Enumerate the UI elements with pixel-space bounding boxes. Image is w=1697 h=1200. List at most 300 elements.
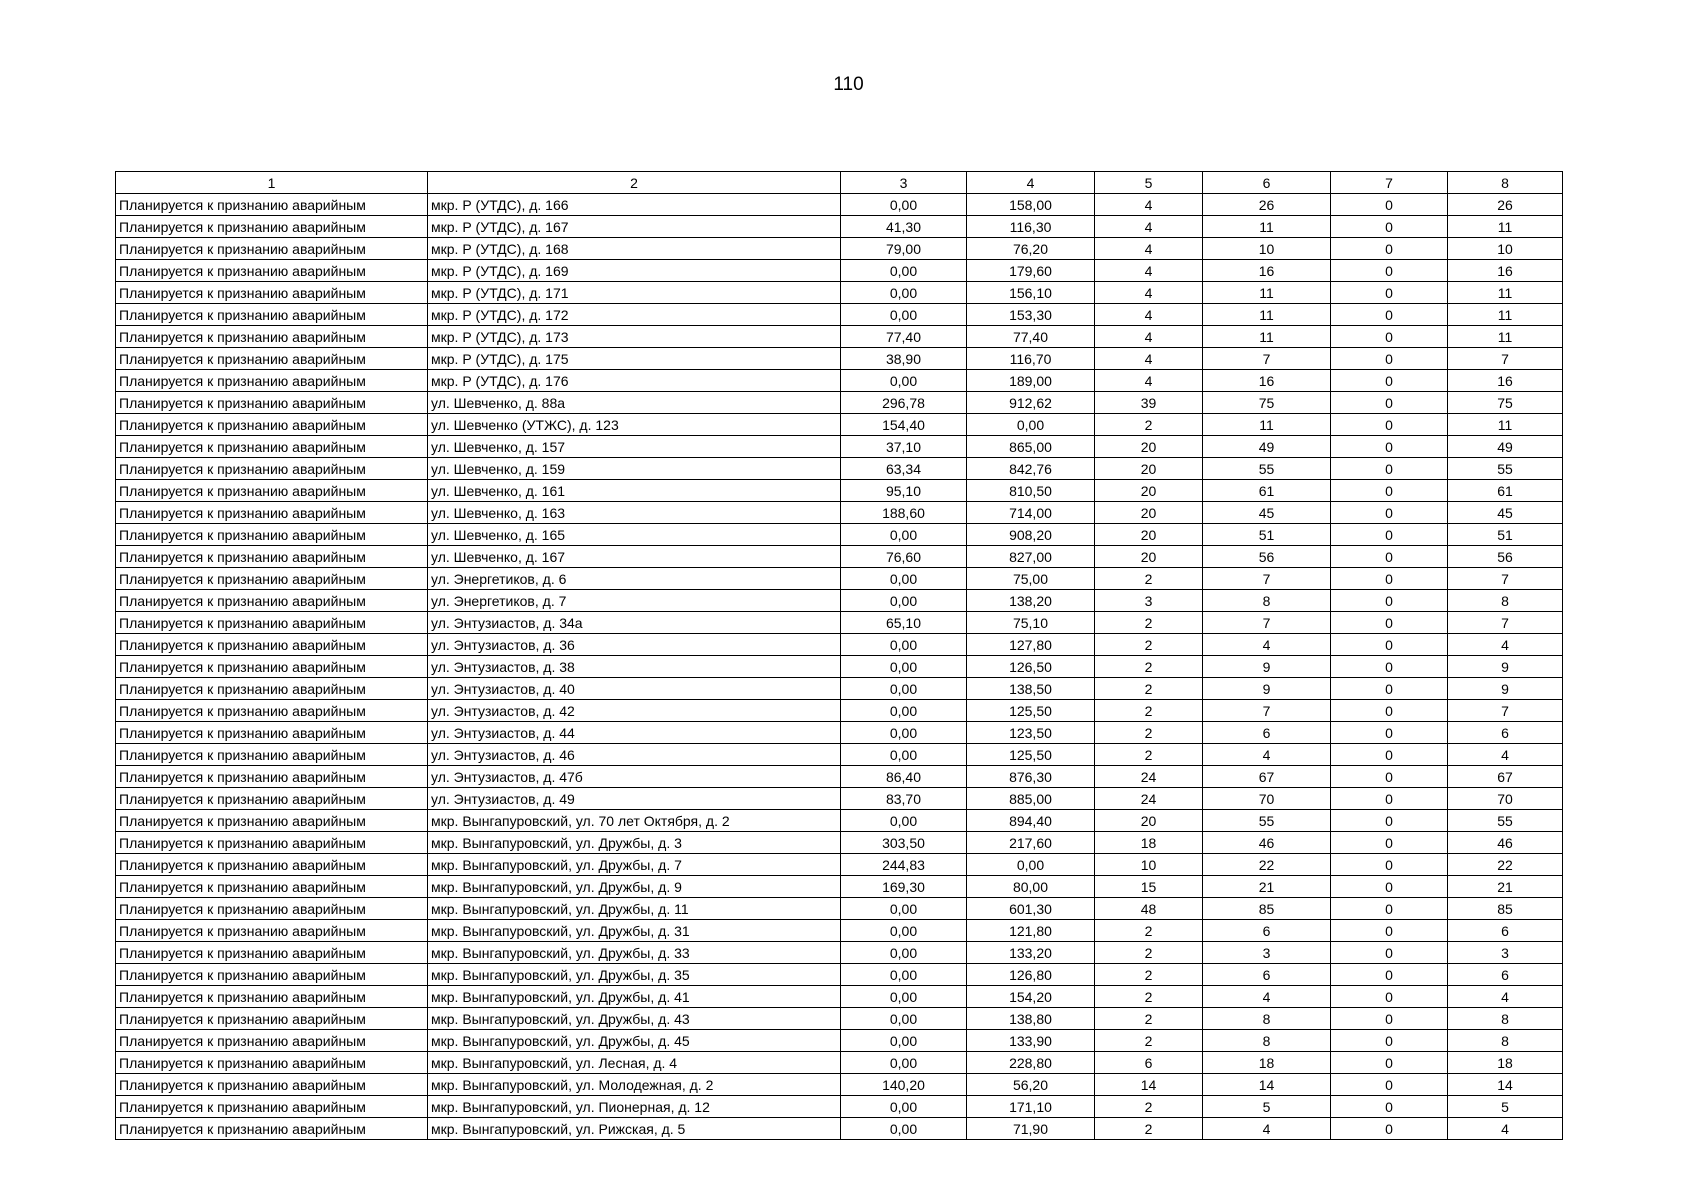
table-cell-col-7: 0 [1331, 238, 1448, 260]
table-cell-col-7: 0 [1331, 458, 1448, 480]
table-row [116, 656, 1563, 678]
table-cell-col-2: мкр. Р (УТДС), д. 171 [428, 282, 841, 304]
table-cell-col-1: Планируется к признанию аварийным [116, 986, 428, 1008]
column-header-7: 7 [1331, 172, 1448, 194]
header-row [116, 172, 1563, 194]
table-cell-col-6: 8 [1203, 1030, 1331, 1052]
table-cell-col-5: 2 [1095, 634, 1203, 656]
table-cell-col-4: 153,30 [967, 304, 1095, 326]
table-cell-col-5: 2 [1095, 700, 1203, 722]
table-cell-col-7: 0 [1331, 700, 1448, 722]
table-cell-col-1: Планируется к признанию аварийным [116, 1118, 428, 1140]
table-cell-col-6: 4 [1203, 1118, 1331, 1140]
table-cell-col-1: Планируется к признанию аварийным [116, 612, 428, 634]
column-header-2: 2 [428, 172, 841, 194]
table-cell-col-6: 4 [1203, 634, 1331, 656]
table-cell-col-4: 77,40 [967, 326, 1095, 348]
table-cell-col-2: мкр. Р (УТДС), д. 175 [428, 348, 841, 370]
table-cell-col-7: 0 [1331, 942, 1448, 964]
table-row [116, 1030, 1563, 1052]
table-cell-col-2: мкр. Вынгапуровский, ул. Дружбы, д. 9 [428, 876, 841, 898]
table-row [116, 436, 1563, 458]
table-cell-col-8: 8 [1448, 1008, 1563, 1030]
table-cell-col-1: Планируется к признанию аварийным [116, 942, 428, 964]
table-cell-col-8: 14 [1448, 1074, 1563, 1096]
table-cell-col-5: 14 [1095, 1074, 1203, 1096]
table-cell-col-3: 0,00 [841, 260, 967, 282]
table-cell-col-7: 0 [1331, 260, 1448, 282]
table-cell-col-3: 0,00 [841, 634, 967, 656]
table-cell-col-8: 7 [1448, 348, 1563, 370]
table-cell-col-4: 116,70 [967, 348, 1095, 370]
table-cell-col-2: ул. Шевченко, д. 165 [428, 524, 841, 546]
table-row [116, 546, 1563, 568]
table-cell-col-6: 45 [1203, 502, 1331, 524]
table-cell-col-2: мкр. Вынгапуровский, ул. Дружбы, д. 41 [428, 986, 841, 1008]
table-row [116, 986, 1563, 1008]
table-cell-col-7: 0 [1331, 1008, 1448, 1030]
table-cell-col-3: 0,00 [841, 700, 967, 722]
table-cell-col-4: 123,50 [967, 722, 1095, 744]
table-cell-col-3: 38,90 [841, 348, 967, 370]
table-cell-col-1: Планируется к признанию аварийным [116, 568, 428, 590]
housing-table [115, 171, 1563, 1140]
table-cell-col-5: 2 [1095, 942, 1203, 964]
table-cell-col-6: 8 [1203, 590, 1331, 612]
table-cell-col-5: 4 [1095, 238, 1203, 260]
table-cell-col-4: 876,30 [967, 766, 1095, 788]
table-row [116, 282, 1563, 304]
table-row [116, 832, 1563, 854]
table-cell-col-1: Планируется к признанию аварийным [116, 656, 428, 678]
column-header-6: 6 [1203, 172, 1331, 194]
table-row [116, 568, 1563, 590]
table-cell-col-2: ул. Энергетиков, д. 7 [428, 590, 841, 612]
table-cell-col-2: мкр. Р (УТДС), д. 168 [428, 238, 841, 260]
table-cell-col-7: 0 [1331, 898, 1448, 920]
table-cell-col-8: 11 [1448, 326, 1563, 348]
table-cell-col-8: 8 [1448, 1030, 1563, 1052]
table-cell-col-7: 0 [1331, 876, 1448, 898]
table-cell-col-4: 75,00 [967, 568, 1095, 590]
table-cell-col-8: 7 [1448, 568, 1563, 590]
table-cell-col-6: 21 [1203, 876, 1331, 898]
table-cell-col-1: Планируется к признанию аварийным [116, 590, 428, 612]
table-cell-col-7: 0 [1331, 854, 1448, 876]
table-cell-col-2: ул. Энтузиастов, д. 40 [428, 678, 841, 700]
table-cell-col-1: Планируется к признанию аварийным [116, 898, 428, 920]
table-cell-col-8: 4 [1448, 744, 1563, 766]
table-cell-col-3: 0,00 [841, 942, 967, 964]
table-cell-col-6: 6 [1203, 722, 1331, 744]
table-cell-col-7: 0 [1331, 656, 1448, 678]
table-cell-col-4: 0,00 [967, 854, 1095, 876]
table-cell-col-4: 171,10 [967, 1096, 1095, 1118]
table-cell-col-2: ул. Шевченко, д. 163 [428, 502, 841, 524]
table-cell-col-2: ул. Энергетиков, д. 6 [428, 568, 841, 590]
table-cell-col-5: 2 [1095, 414, 1203, 436]
table-cell-col-4: 156,10 [967, 282, 1095, 304]
table-cell-col-7: 0 [1331, 348, 1448, 370]
table-cell-col-8: 55 [1448, 458, 1563, 480]
table-cell-col-4: 217,60 [967, 832, 1095, 854]
table-cell-col-6: 16 [1203, 260, 1331, 282]
table-cell-col-8: 22 [1448, 854, 1563, 876]
table-row [116, 524, 1563, 546]
table-cell-col-8: 9 [1448, 678, 1563, 700]
column-header-1: 1 [116, 172, 428, 194]
table-cell-col-2: мкр. Р (УТДС), д. 172 [428, 304, 841, 326]
table-cell-col-6: 22 [1203, 854, 1331, 876]
table-cell-col-2: ул. Энтузиастов, д. 49 [428, 788, 841, 810]
table-cell-col-2: мкр. Вынгапуровский, ул. Дружбы, д. 31 [428, 920, 841, 942]
table-cell-col-8: 6 [1448, 920, 1563, 942]
table-cell-col-4: 71,90 [967, 1118, 1095, 1140]
table-cell-col-7: 0 [1331, 546, 1448, 568]
table-cell-col-2: мкр. Вынгапуровский, ул. Дружбы, д. 35 [428, 964, 841, 986]
table-cell-col-5: 10 [1095, 854, 1203, 876]
table-cell-col-5: 2 [1095, 656, 1203, 678]
table-cell-col-5: 39 [1095, 392, 1203, 414]
table-cell-col-8: 75 [1448, 392, 1563, 414]
table-cell-col-4: 158,00 [967, 194, 1095, 216]
table-cell-col-4: 885,00 [967, 788, 1095, 810]
table-cell-col-3: 0,00 [841, 304, 967, 326]
table-cell-col-5: 2 [1095, 920, 1203, 942]
table-body [116, 194, 1563, 1140]
table-row [116, 854, 1563, 876]
table-cell-col-7: 0 [1331, 436, 1448, 458]
table-cell-col-6: 70 [1203, 788, 1331, 810]
table-cell-col-3: 0,00 [841, 590, 967, 612]
table-cell-col-4: 75,10 [967, 612, 1095, 634]
table-cell-col-6: 56 [1203, 546, 1331, 568]
table-cell-col-8: 3 [1448, 942, 1563, 964]
table-cell-col-7: 0 [1331, 832, 1448, 854]
table-cell-col-5: 4 [1095, 370, 1203, 392]
table-cell-col-6: 9 [1203, 678, 1331, 700]
table-cell-col-6: 10 [1203, 238, 1331, 260]
table-cell-col-5: 2 [1095, 722, 1203, 744]
table-cell-col-4: 179,60 [967, 260, 1095, 282]
table-cell-col-3: 169,30 [841, 876, 967, 898]
table-cell-col-8: 55 [1448, 810, 1563, 832]
table-cell-col-1: Планируется к признанию аварийным [116, 722, 428, 744]
table-cell-col-5: 18 [1095, 832, 1203, 854]
table-cell-col-3: 0,00 [841, 656, 967, 678]
column-header-3: 3 [841, 172, 967, 194]
table-cell-col-1: Планируется к признанию аварийным [116, 766, 428, 788]
table-cell-col-1: Планируется к признанию аварийным [116, 260, 428, 282]
table-cell-col-3: 83,70 [841, 788, 967, 810]
table-row [116, 480, 1563, 502]
table-cell-col-4: 121,80 [967, 920, 1095, 942]
table-cell-col-7: 0 [1331, 920, 1448, 942]
table-cell-col-3: 154,40 [841, 414, 967, 436]
table-row [116, 502, 1563, 524]
table-cell-col-5: 2 [1095, 744, 1203, 766]
table-cell-col-4: 138,50 [967, 678, 1095, 700]
table-cell-col-5: 4 [1095, 194, 1203, 216]
table-cell-col-6: 7 [1203, 700, 1331, 722]
table-cell-col-4: 865,00 [967, 436, 1095, 458]
table-cell-col-5: 2 [1095, 1096, 1203, 1118]
table-cell-col-5: 2 [1095, 1030, 1203, 1052]
table-cell-col-2: мкр. Р (УТДС), д. 167 [428, 216, 841, 238]
table-cell-col-6: 6 [1203, 964, 1331, 986]
table-cell-col-6: 7 [1203, 612, 1331, 634]
column-header-5: 5 [1095, 172, 1203, 194]
table-cell-col-1: Планируется к признанию аварийным [116, 1096, 428, 1118]
table-cell-col-4: 133,90 [967, 1030, 1095, 1052]
table-cell-col-1: Планируется к признанию аварийным [116, 194, 428, 216]
table-cell-col-5: 48 [1095, 898, 1203, 920]
table-cell-col-1: Планируется к признанию аварийным [116, 1074, 428, 1096]
table-cell-col-5: 4 [1095, 216, 1203, 238]
table-cell-col-6: 67 [1203, 766, 1331, 788]
table-cell-col-6: 7 [1203, 348, 1331, 370]
table-cell-col-3: 79,00 [841, 238, 967, 260]
table-cell-col-2: ул. Шевченко, д. 157 [428, 436, 841, 458]
table-row [116, 634, 1563, 656]
table-cell-col-6: 6 [1203, 920, 1331, 942]
table-cell-col-3: 0,00 [841, 568, 967, 590]
table-cell-col-3: 296,78 [841, 392, 967, 414]
table-row [116, 898, 1563, 920]
table-cell-col-8: 11 [1448, 216, 1563, 238]
table-cell-col-7: 0 [1331, 964, 1448, 986]
column-header-4: 4 [967, 172, 1095, 194]
table-cell-col-4: 714,00 [967, 502, 1095, 524]
table-row [116, 458, 1563, 480]
table-cell-col-1: Планируется к признанию аварийным [116, 304, 428, 326]
table-row [116, 810, 1563, 832]
table-cell-col-8: 11 [1448, 304, 1563, 326]
table-cell-col-1: Планируется к признанию аварийным [116, 414, 428, 436]
table-cell-col-4: 894,40 [967, 810, 1095, 832]
table-cell-col-1: Планируется к признанию аварийным [116, 744, 428, 766]
table-cell-col-1: Планируется к признанию аварийным [116, 964, 428, 986]
table-cell-col-5: 24 [1095, 788, 1203, 810]
table-cell-col-3: 0,00 [841, 194, 967, 216]
table-cell-col-7: 0 [1331, 370, 1448, 392]
table-row [116, 370, 1563, 392]
table-row [116, 260, 1563, 282]
table-row [116, 348, 1563, 370]
table-cell-col-5: 20 [1095, 546, 1203, 568]
table-cell-col-8: 6 [1448, 722, 1563, 744]
table-cell-col-3: 41,30 [841, 216, 967, 238]
table-cell-col-8: 8 [1448, 590, 1563, 612]
table-cell-col-5: 4 [1095, 304, 1203, 326]
table-cell-col-3: 0,00 [841, 898, 967, 920]
table-cell-col-7: 0 [1331, 766, 1448, 788]
table-cell-col-1: Планируется к признанию аварийным [116, 876, 428, 898]
table-cell-col-6: 51 [1203, 524, 1331, 546]
table-cell-col-7: 0 [1331, 1074, 1448, 1096]
table-cell-col-6: 85 [1203, 898, 1331, 920]
table-cell-col-5: 20 [1095, 480, 1203, 502]
table-row [116, 744, 1563, 766]
table-cell-col-7: 0 [1331, 194, 1448, 216]
table-cell-col-2: мкр. Вынгапуровский, ул. Дружбы, д. 33 [428, 942, 841, 964]
table-cell-col-6: 5 [1203, 1096, 1331, 1118]
table-cell-col-1: Планируется к признанию аварийным [116, 326, 428, 348]
table-cell-col-3: 65,10 [841, 612, 967, 634]
table-row [116, 766, 1563, 788]
table-cell-col-8: 67 [1448, 766, 1563, 788]
table-cell-col-1: Планируется к признанию аварийным [116, 436, 428, 458]
table-cell-col-8: 61 [1448, 480, 1563, 502]
table-cell-col-1: Планируется к признанию аварийным [116, 370, 428, 392]
table-cell-col-2: ул. Энтузиастов, д. 46 [428, 744, 841, 766]
table-cell-col-3: 0,00 [841, 1030, 967, 1052]
table-cell-col-5: 20 [1095, 502, 1203, 524]
table-cell-col-3: 0,00 [841, 1096, 967, 1118]
table-cell-col-3: 77,40 [841, 326, 967, 348]
table-row [116, 612, 1563, 634]
table-cell-col-8: 16 [1448, 370, 1563, 392]
table-cell-col-8: 4 [1448, 634, 1563, 656]
table-cell-col-6: 55 [1203, 458, 1331, 480]
table-cell-col-1: Планируется к признанию аварийным [116, 1030, 428, 1052]
table-cell-col-8: 4 [1448, 1118, 1563, 1140]
table-cell-col-1: Планируется к признанию аварийным [116, 854, 428, 876]
table-cell-col-7: 0 [1331, 414, 1448, 436]
table-cell-col-3: 303,50 [841, 832, 967, 854]
table-cell-col-4: 125,50 [967, 744, 1095, 766]
table-cell-col-7: 0 [1331, 282, 1448, 304]
table-cell-col-1: Планируется к признанию аварийным [116, 348, 428, 370]
table-row [116, 700, 1563, 722]
table-cell-col-5: 6 [1095, 1052, 1203, 1074]
table-cell-col-1: Планируется к признанию аварийным [116, 524, 428, 546]
table-cell-col-7: 0 [1331, 612, 1448, 634]
table-cell-col-2: ул. Энтузиастов, д. 38 [428, 656, 841, 678]
table-row [116, 678, 1563, 700]
table-cell-col-3: 0,00 [841, 1052, 967, 1074]
table-cell-col-8: 16 [1448, 260, 1563, 282]
table-cell-col-2: мкр. Вынгапуровский, ул. Пионерная, д. 12 [428, 1096, 841, 1118]
table-cell-col-1: Планируется к признанию аварийным [116, 480, 428, 502]
table-row [116, 238, 1563, 260]
table-cell-col-7: 0 [1331, 1030, 1448, 1052]
table-cell-col-5: 4 [1095, 326, 1203, 348]
table-cell-col-1: Планируется к признанию аварийным [116, 216, 428, 238]
table-cell-col-5: 2 [1095, 568, 1203, 590]
table-row [116, 1096, 1563, 1118]
table-cell-col-6: 75 [1203, 392, 1331, 414]
table-cell-col-4: 133,20 [967, 942, 1095, 964]
table-cell-col-7: 0 [1331, 1118, 1448, 1140]
table-cell-col-3: 0,00 [841, 920, 967, 942]
table-cell-col-4: 76,20 [967, 238, 1095, 260]
table-cell-col-5: 20 [1095, 436, 1203, 458]
table-cell-col-1: Планируется к признанию аварийным [116, 238, 428, 260]
table-cell-col-1: Планируется к признанию аварийным [116, 1052, 428, 1074]
table-cell-col-1: Планируется к признанию аварийным [116, 546, 428, 568]
table-cell-col-1: Планируется к признанию аварийным [116, 810, 428, 832]
table-cell-col-7: 0 [1331, 524, 1448, 546]
table-cell-col-6: 9 [1203, 656, 1331, 678]
table-cell-col-4: 228,80 [967, 1052, 1095, 1074]
table-cell-col-4: 912,62 [967, 392, 1095, 414]
table-cell-col-6: 16 [1203, 370, 1331, 392]
table-cell-col-7: 0 [1331, 326, 1448, 348]
table-cell-col-3: 0,00 [841, 810, 967, 832]
table-cell-col-3: 86,40 [841, 766, 967, 788]
table-cell-col-2: ул. Шевченко, д. 159 [428, 458, 841, 480]
table-cell-col-5: 4 [1095, 282, 1203, 304]
table-cell-col-4: 189,00 [967, 370, 1095, 392]
table-cell-col-4: 601,30 [967, 898, 1095, 920]
table-cell-col-7: 0 [1331, 722, 1448, 744]
table-cell-col-8: 9 [1448, 656, 1563, 678]
table-cell-col-3: 0,00 [841, 964, 967, 986]
table-cell-col-3: 0,00 [841, 722, 967, 744]
table-cell-col-4: 56,20 [967, 1074, 1095, 1096]
table-cell-col-1: Планируется к признанию аварийным [116, 920, 428, 942]
table-cell-col-6: 18 [1203, 1052, 1331, 1074]
table-cell-col-2: мкр. Р (УТДС), д. 169 [428, 260, 841, 282]
table-row [116, 1008, 1563, 1030]
table-cell-col-6: 11 [1203, 282, 1331, 304]
table-cell-col-7: 0 [1331, 1052, 1448, 1074]
table-cell-col-5: 20 [1095, 524, 1203, 546]
table-cell-col-6: 11 [1203, 414, 1331, 436]
table-cell-col-7: 0 [1331, 1096, 1448, 1118]
table-cell-col-1: Планируется к признанию аварийным [116, 700, 428, 722]
table-cell-col-3: 0,00 [841, 986, 967, 1008]
table-cell-col-2: ул. Энтузиастов, д. 47б [428, 766, 841, 788]
table-cell-col-8: 26 [1448, 194, 1563, 216]
table-row [116, 216, 1563, 238]
table-row [116, 788, 1563, 810]
table-cell-col-6: 3 [1203, 942, 1331, 964]
table-cell-col-2: ул. Шевченко, д. 161 [428, 480, 841, 502]
table-row [116, 194, 1563, 216]
table-cell-col-6: 11 [1203, 326, 1331, 348]
table-cell-col-7: 0 [1331, 568, 1448, 590]
table-cell-col-5: 2 [1095, 678, 1203, 700]
table-cell-col-5: 4 [1095, 260, 1203, 282]
table-cell-col-8: 45 [1448, 502, 1563, 524]
table-cell-col-7: 0 [1331, 502, 1448, 524]
table-cell-col-8: 5 [1448, 1096, 1563, 1118]
table-cell-col-4: 80,00 [967, 876, 1095, 898]
table-cell-col-1: Планируется к признанию аварийным [116, 788, 428, 810]
table-cell-col-7: 0 [1331, 986, 1448, 1008]
table-cell-col-2: мкр. Вынгапуровский, ул. Дружбы, д. 11 [428, 898, 841, 920]
table-cell-col-4: 908,20 [967, 524, 1095, 546]
table-row [116, 392, 1563, 414]
table-cell-col-5: 2 [1095, 986, 1203, 1008]
table-cell-col-8: 7 [1448, 700, 1563, 722]
table-cell-col-2: мкр. Вынгапуровский, ул. Рижская, д. 5 [428, 1118, 841, 1140]
table-cell-col-2: мкр. Р (УТДС), д. 176 [428, 370, 841, 392]
table-cell-col-6: 4 [1203, 744, 1331, 766]
table-cell-col-1: Планируется к признанию аварийным [116, 1008, 428, 1030]
table-cell-col-7: 0 [1331, 590, 1448, 612]
table-cell-col-6: 14 [1203, 1074, 1331, 1096]
table-cell-col-2: ул. Шевченко (УТЖС), д. 123 [428, 414, 841, 436]
table-cell-col-3: 76,60 [841, 546, 967, 568]
table-cell-col-2: мкр. Вынгапуровский, ул. Молодежная, д. 2 [428, 1074, 841, 1096]
table-cell-col-4: 126,50 [967, 656, 1095, 678]
table-cell-col-7: 0 [1331, 810, 1448, 832]
table-cell-col-8: 6 [1448, 964, 1563, 986]
table-cell-col-3: 37,10 [841, 436, 967, 458]
